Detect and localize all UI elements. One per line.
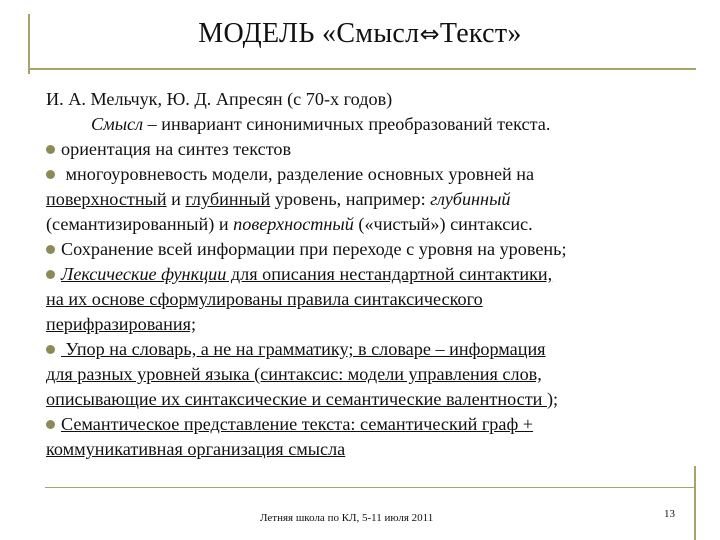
bullet-text: Сохранение всей информации при переходе с уровня на уровень; xyxy=(61,239,567,259)
conjunction-text: и xyxy=(166,189,186,209)
bullet-text: ориентация на синтез текстов xyxy=(61,139,292,159)
definition-text: – инвариант синонимичных преобразований текста. xyxy=(143,114,551,134)
bullet-levels-line-2 xyxy=(46,187,686,212)
title-prefix: МОДЕЛЬ «Смысл xyxy=(198,18,420,49)
page-number: 13 xyxy=(664,508,675,520)
frame-right-line xyxy=(694,466,696,540)
bullet-icon xyxy=(46,345,55,354)
lexical-functions-line-3: перифразирования; xyxy=(46,314,196,334)
slide-body xyxy=(46,87,686,462)
levels-line-3b: («чистый») синтаксис. xyxy=(353,214,533,234)
definition-term: Смысл xyxy=(91,114,144,134)
bullet-text: для описания нестандартной синтактики, xyxy=(226,264,553,284)
bullet-icon xyxy=(46,270,55,279)
levels-mid-text: уровень, например: xyxy=(270,189,431,209)
footer-text: Летняя школа по КЛ, 5-11 июля 2011 xyxy=(260,512,434,524)
bullet-levels-line-3 xyxy=(46,212,686,237)
term-surface: поверхностный xyxy=(46,189,167,209)
semantic-representation-line-2: коммуникативная организация смысла xyxy=(46,439,346,459)
bullet-icon xyxy=(46,245,55,254)
definition-line xyxy=(46,112,686,137)
bullet-icon xyxy=(46,420,55,429)
bullet-text: Семантическое представление текста: семантический граф + xyxy=(61,414,534,434)
bullet-icon xyxy=(46,170,55,179)
dictionary-line-3: описывающие их синтаксические и семантические валентности ); xyxy=(46,389,559,409)
frame-bottom-line xyxy=(45,487,695,488)
bullet-icon xyxy=(46,145,55,154)
bullet-item-levels xyxy=(46,162,686,187)
title-suffix: Текст» xyxy=(439,18,522,49)
bullet-item-semantic-representation xyxy=(46,412,686,437)
bullet-item-lexical-functions xyxy=(46,262,686,287)
slide-title xyxy=(40,18,680,50)
bullet-item-synthesis xyxy=(46,137,686,162)
bullet-item-dictionary xyxy=(46,337,686,362)
term-deep-italic: глубинный xyxy=(430,189,511,209)
bullet-item-preservation xyxy=(46,237,686,262)
dictionary-line-2: для разных уровней языка (синтаксис: модели управления слов, xyxy=(46,364,542,384)
levels-line-3a: (семантизированный) и xyxy=(46,214,234,234)
authors-line: И. А. Мельчук, Ю. Д. Апресян (с 70-х годов) xyxy=(46,89,393,109)
term-deep: глубинный xyxy=(185,189,271,209)
frame-left-line xyxy=(28,14,30,74)
double-arrow-icon: ⇔ xyxy=(419,20,440,48)
term-surface-italic: поверхностный xyxy=(233,214,354,234)
bullet-text: Упор на словарь, а не на грамматику; в словаре – информация xyxy=(61,339,546,359)
bullet-text: многоуровневость модели, разделение основных уровней на xyxy=(61,164,535,184)
lexical-functions-term: Лексические функции xyxy=(61,264,227,284)
lexical-functions-line-2: на их основе сформулированы правила синтаксического xyxy=(46,289,483,309)
frame-top-line xyxy=(28,68,696,70)
